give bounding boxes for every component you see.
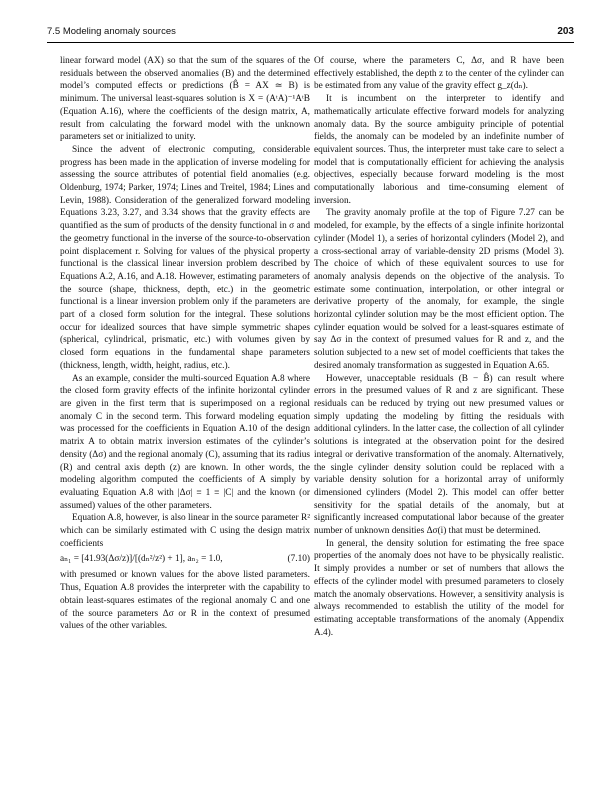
paragraph: Equation A.8, however, is also linear in the source parameter R² which can be similarly estimated with C using the design matrix coefficients xyxy=(60,513,310,549)
paragraph: As an example, consider the multi-sourced Equation A.8 where the closed form gravity effects of the infinite horizontal cylinder are given in the first term that is superimposed on a regional anomaly C in the second term. This forward modeling equation was processed for the coefficients in Equation A.10 of the design matrix A to obtain matrix inversion estimates of the cylinder’s density (Δσ) and the regional anomaly (C), assuming that its radius (R) and central axis depth (z) are known. In other words, the modeling algorithm computed the coefficients of A simply by evaluating Equation A.8 with |Δσ| ≡ 1 ≡ |C| and the known (or assumed) values of the other parameters. xyxy=(60,373,310,511)
left-column xyxy=(60,55,310,633)
paragraph: Of course, where the parameters C, Δσ, and R have been effectively established, the depth z to the center of the cylinder can be estimated from any value of the gravity effect g_z(dₙ). xyxy=(314,56,564,92)
paragraph: linear forward model (AX) so that the sum of the squares of the residuals between the observed anomalies (B) and the determined model’s computed effects or predictions (B̂ = AX ≃ B) is minimum. The universal least-squares solution is X = (AᵗA)⁻¹AᵗB (Equation A.16), where the coefficients of the design matrix, A, result from calculating the forward model with the unknown parameters set or initialized to unity. xyxy=(60,56,310,143)
equation-7-10 xyxy=(60,553,310,566)
section-title: 7.5 Modeling anomaly sources xyxy=(47,26,176,37)
running-header xyxy=(47,26,574,43)
paragraph: The gravity anomaly profile at the top of Figure 7.27 can be modeled, for example, by the effects of a single infinite horizontal cylinder (Model 1), a series of horizontal cylinders (Model 2), and a cross-sectional array of variable-density 2D prisms (Model 3). The choice of which of these equivalent sources to use for anomaly analysis depends on the objective of the analysis. To estimate some continuation, interpolation, or other integral or derivative property of the anomaly, for example, the single horizontal cylinder solution may be the most efficient option. The cylinder equation would be solved for a least-squares estimate of say Δσ in the context of presumed values for R and z, and the solution subjected to a new set of model coefficients that takes the desired anomaly transformation as suggested in Equation A.65. xyxy=(314,208,564,371)
equation-body: aₙ₁ = [41.93(Δσ/z)]/[(dₙ²/z²) + 1], aₙ₂ = 1.0, xyxy=(60,554,223,565)
paragraph: In general, the density solution for estimating the free space properties of the anomaly does not have to be physically realistic. It simply provides a number or set of numbers that allows the effects of the cylinder model with presumed parameters to closely match the anomaly observations. However, a sensitivity analysis is always recommended to establish the utility of the model for estimating acceptable transformations of the anomaly (Appendix A.4). xyxy=(314,538,564,638)
paragraph: However, unacceptable residuals (B − B̂) can result where errors in the presumed values of R and z are significant. These residuals can be reduced by trying out new presumed values or simply updating the modeling by fitting the residuals with additional cylinders. In the latter case, the collection of all cylinder solutions is integrated at the observation point for the desired integral or derivative transformation of the anomaly. Alternatively, the single cylinder density solution could be replaced with a variable density solution for a horizontal array of uniformly dimensioned cylinders (Model 2). This model can offer better sensitivity for the spatial details of the anomaly, but at significantly increased computational labor because of the greater number of unknown densities Δσ(i) that must be determined. xyxy=(314,373,564,537)
paragraph: Since the advent of electronic computing, considerable progress has been made in the application of inverse modeling for assessing the source attributes of potential field anomalies (e.g. Oldenburg, 1974; Parker, 1974; Lines and Treitel, 1984; Lines and Levin, 1988). Consideration of the generalized forward modeling Equations 3.23, 3.27, and 3.34 shows that the gravity effects are quantified as the sum of products of the density functional in σ and the geometry functional in the inverse of the source-to-observation point displacement r. Solving for values of the physical property functional is the classical linear inversion problem described by Equations A.2, A.16, and A.18. However, estimating parameters of the source (shape, thickness, depth, etc.) in the geometric functional is a linear inversion problem only if the parameters are part of a closed form solution for the integral. These solutions occur for idealized sources that have simple symmetric shapes (spherical, cylindrical, prismatic, etc.) with volumes given by closed form equations in the fundamental shape parameters (thickness, length, width, height, radius, etc.). xyxy=(60,144,310,371)
right-column xyxy=(314,55,564,639)
paragraph: with presumed or known values for the above listed parameters. Thus, Equation A.8 provides the interpreter with the capability to obtain least-squares estimates of the regional anomaly C and one of the source parameters Δσ or R in the context of presumed values of the other variables. xyxy=(60,570,310,632)
equation-number: (7.10) xyxy=(287,554,310,565)
page-number: 203 xyxy=(557,26,574,37)
paragraph: It is incumbent on the interpreter to identify and mathematically articulate effective forward models for analyzing anomaly data. By the source ambiguity principle of potential fields, the anomaly can be modeled by an indefinite number of equivalent sources. Thus, the interpreter must take care to select a model that is computationally efficient for achieving the analysis objectives, especially because forward modeling is the most computationally laborious and time-consuming element of inversion. xyxy=(314,94,564,206)
